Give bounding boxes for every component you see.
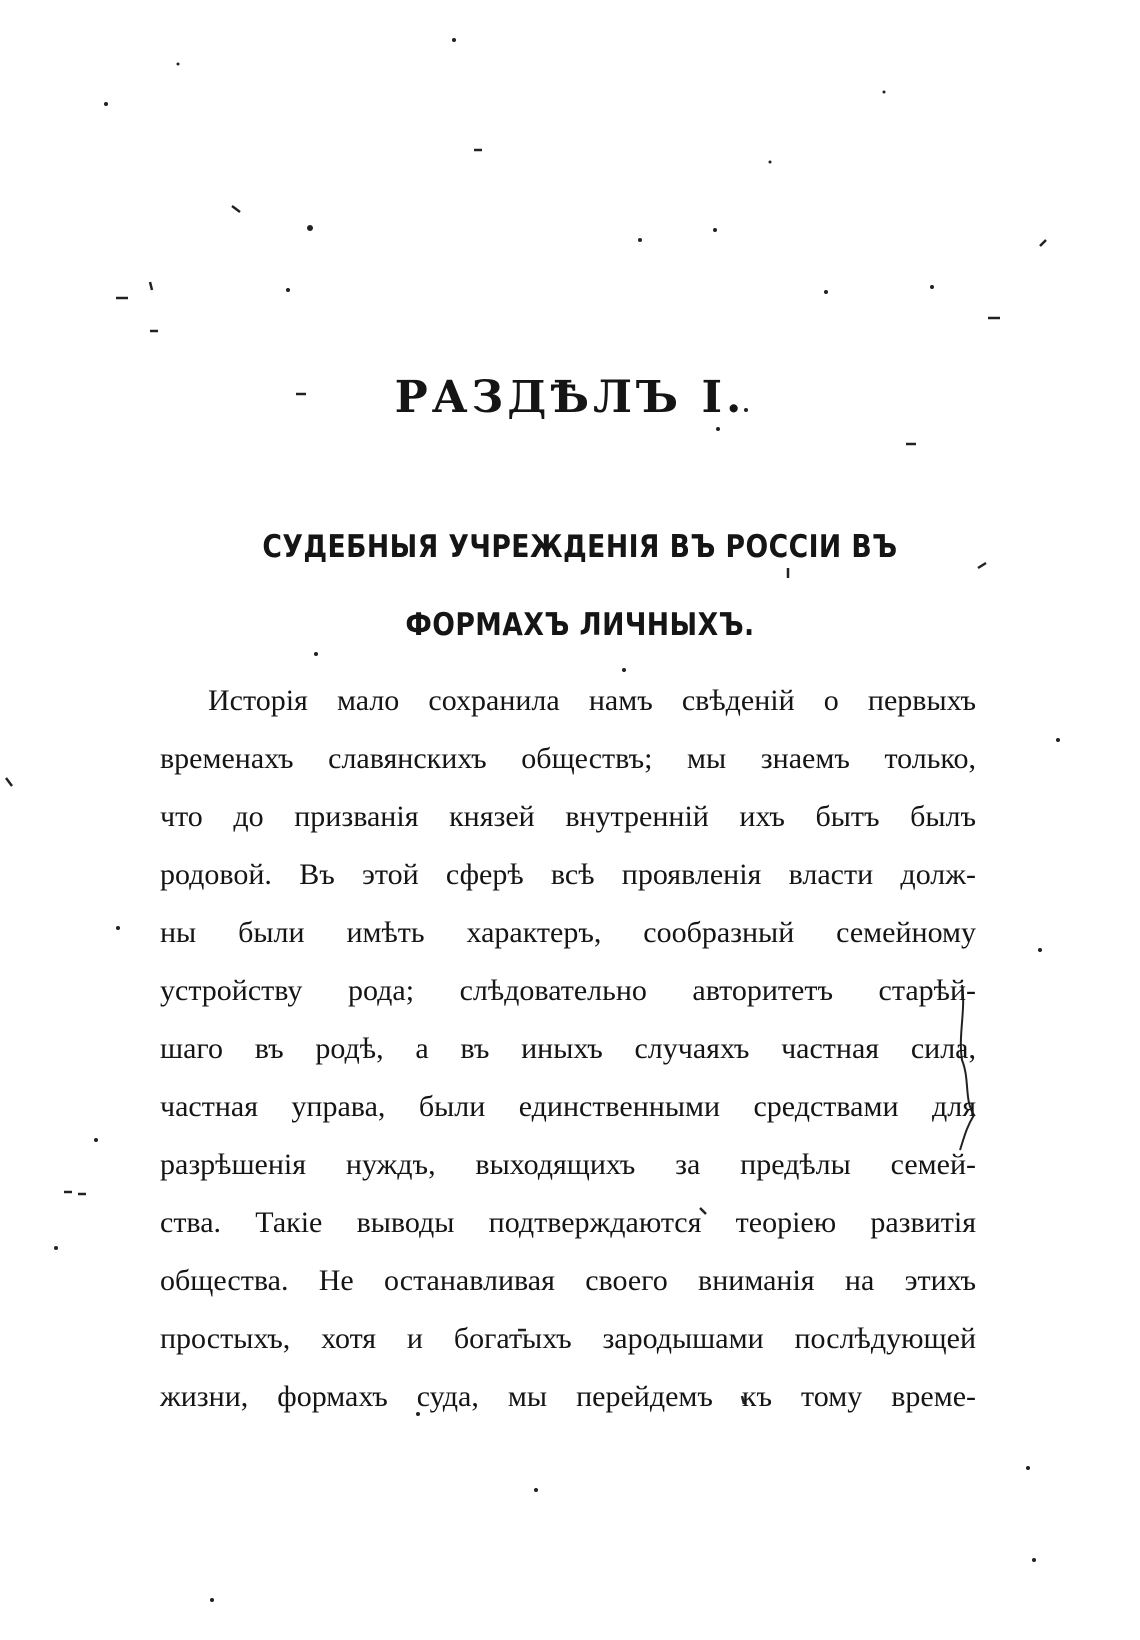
text-line: родовой. Въ этой сферѣ всѣ проявленія власти долж- — [160, 858, 976, 891]
chapter-title: СУДЕБНЫЯ УЧРЕЖДЕНІЯ ВЪ РОССІИ ВЪ ФОРМАХЪ ЛИЧНЫХЪ. — [262, 529, 898, 643]
text-line: частная управа, были единственными средствами для — [160, 1090, 976, 1123]
text-line: разрѣшенія нуждъ, выходящихъ за предѣлы семей- — [160, 1148, 976, 1181]
text-line: общества. Не останавливая своего вниманія на этихъ — [160, 1264, 976, 1297]
section-heading: РАЗДѢЛЪ I. — [394, 372, 746, 423]
text-line: временахъ славянскихъ обществъ; мы знаемъ только, — [160, 742, 976, 775]
text-line: шаго въ родѣ, а въ иныхъ случаяхъ частная сила, — [160, 1032, 976, 1065]
text-line: что до призванія князей внутренній ихъ бытъ былъ — [160, 800, 976, 833]
text-line: ны были имѣть характеръ, сообразный семейному — [160, 916, 976, 949]
body-paragraph — [160, 672, 976, 1426]
text-line: устройству рода; слѣдовательно авторитетъ старѣй- — [160, 974, 976, 1007]
text-line: ства. Такіе выводы подтверждаются теоріею развитія — [160, 1206, 976, 1239]
text-line: простыхъ, хотя и богатыхъ зародышами послѣдующей — [160, 1322, 976, 1355]
text-line: жизни, формахъ суда, мы перейдемъ къ тому време- — [160, 1380, 976, 1413]
text-line: Исторія мало сохранила намъ свѣденій о первыхъ — [208, 684, 976, 717]
